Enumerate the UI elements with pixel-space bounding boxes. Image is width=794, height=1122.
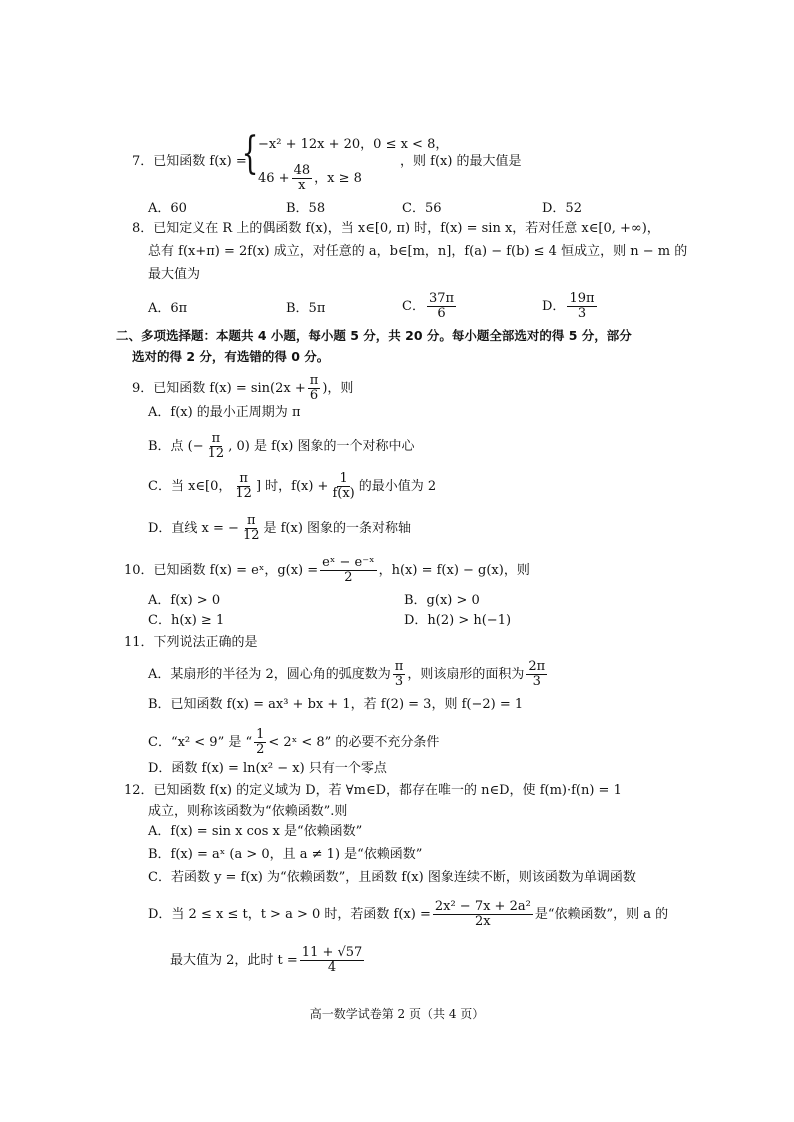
q7-number: 7．	[132, 154, 154, 169]
q7-option-d: D．52	[542, 201, 582, 216]
q11-option-c: C．“x² < 9” 是 “ $\frac{1}{2}$ < 2ˣ < 8” 的必要不充分条件	[148, 727, 440, 757]
q8-line-3: 最大值为	[148, 267, 201, 282]
q11-option-a: A．某扇形的半径为 2，圆心角的弧度数为 $\frac{\pi}{3}$ ，则该扇形的面积为 $\frac{2\pi}{3}$	[148, 659, 546, 689]
q7-fraction: $\frac{48}{x}$	[293, 163, 311, 193]
q7-option-b: B．58	[286, 201, 326, 216]
q9-option-c: C．当 x∈[0， $\frac{\pi}{12}$ ] 时，f(x) + $\frac{1}{f(x)}$ 的最小值为 2	[148, 471, 437, 501]
q11-option-d: D．函数 f(x) = ln(x² − x) 只有一个零点	[148, 761, 387, 776]
q10-fraction: $\frac{\text{eˣ − e⁻ˣ}}{2}$	[322, 555, 375, 585]
q11-option-b: B．已知函数 f(x) = ax³ + bx + 1，若 f(2) = 3，则 f(−2) = 1	[148, 697, 524, 712]
q8-line-1: 已知定义在 R 上的偶函数 f(x)，当 x∈[0, π) 时，f(x) = sin x，若对任意 x∈[0, +∞)，	[153, 221, 660, 236]
q8-option-c: C． $\frac{37\pi}{6}$	[402, 291, 455, 321]
q9-fraction: $\frac{\pi}{6}$	[309, 373, 319, 403]
q12-option-a: A．f(x) = sin x cos x 是“依赖函数”	[148, 824, 363, 839]
section-2-line-2: 选对的得 2 分，有选错的得 0 分。	[132, 349, 330, 364]
q8-option-b: B．5π	[286, 301, 326, 316]
q8-option-d: D． $\frac{19\pi}{3}$	[542, 291, 595, 321]
q9-option-a: A．f(x) 的最小正周期为 π	[148, 405, 301, 420]
exam-page: 7．已知函数 f(x) = { −x² + 12x + 20，0 ≤ x < 8， 46 + $\frac{48}{x}$ ，x ≥ 8 ，则 f(x) 的最大值是 A．60 B．58 C．56 D．52 8．已知定义在 R 上的偶函数 f(x)，当 x∈[0, π) 时，f(x) = sin x，若对任意 x∈[0, +∞)， 总有 f(x+π) = 2f(x) 成立，对任意的 a，b∈[m，n]，f(a) − f(b) ≤ 4 恒成立，则 n − m 的 最大值为 A．6π B．5π C． $\frac{37\pi}{6}$ D． $\frac{19\pi}{3}$ 二、多项选择题：本题共 4 小题，每小题 5 分，共 20 分。每小题全部选对的得 5 分，部分 选对的得 2 分，有选错的得 0 分。 9．已知函数 f(x) = sin(2x + $\frac{\pi}{6}$ )，则 A．f(x) 的最小正周期为 π B．点 (− $\frac{\pi}{12}$ , 0) 是 f(x) 图象的一个对称中心 C．当 x∈[0， $\frac{\pi}{12}$ ] 时，f(x) + $\frac{1}{f(x)}$ 的最小值为 2 D．直线 x = − $\frac{\pi}{12}$ 是 f(x) 图象的一条对称轴 10．已知函数 f(x) = eˣ，g(x) = $\frac{\text{eˣ − e⁻ˣ}}{2}$ ，h(x) = f(x) − g(x)，则 A．f(x) > 0 B．g(x) > 0 C．h(x) ≥ 1 D．h(2) > h(−1) 11．下列说法正确的是 A．某扇形的半径为 2，圆心角的弧度数为 $\frac{\pi}{3}$ ，则该扇形的面积为 $\frac{2\pi}{3}$ B．已知函数 f(x) = ax³ + bx + 1，若 f(2) = 3，则 f(−2) = 1 C．“x² < 9” 是 “ $\frac{1}{2}$ < 2ˣ < 8” 的必要不充分条件 D．函数 f(x) = ln(x² − x) 只有一个零点 12．已知函数 f(x) 的定义域为 D，若 ∀m∈D，都存在唯一的 n∈D，使 f(m)·f(n) = 1 成立，则称该函数为“依赖函数”.则 A．f(x) = sin x cos x 是“依赖函数” B．f(x) = aˣ (a > 0，且 a ≠ 1) 是“依赖函数” C．若函数 y = f(x) 为“依赖函数”，且函数 f(x) 图象连续不断，则该函数为单调函数 D．当 2 ≤ x ≤ t，t > a > 0 时，若函数 f(x) = $\frac{\text{2x² − 7x + 2a²}}{2x}$ 是“依赖函数”，则 a 的 最大值为 2，此时 t = $\frac{11 + √57}{4}$ 高一数学试卷第 2 页（共 4 页）	[0, 0, 794, 1122]
q9-option-b: B．点 (− $\frac{\pi}{12}$ , 0) 是 f(x) 图象的一个对称中心	[148, 431, 415, 461]
q10-number: 10．	[124, 563, 154, 578]
page-footer: 高一数学试卷第 2 页（共 4 页）	[309, 1007, 485, 1021]
section-2-line-1: 二、多项选择题：本题共 4 小题，每小题 5 分，共 20 分。每小题全部选对的得 5 分，部分	[116, 328, 632, 343]
q12-option-d-line-2: 最大值为 2，此时 t = $\frac{11 + √57}{4}$	[170, 945, 363, 975]
q9-number: 9．	[132, 381, 154, 396]
section-2-heading	[116, 325, 676, 367]
q12-option-d-line-1: D．当 2 ≤ x ≤ t，t > a > 0 时，若函数 f(x) = $\frac{\text{2x² − 7x + 2a²}}{2x}$ 是“依赖函数”，则 a 的	[148, 899, 669, 929]
q11-number: 11．	[124, 635, 154, 650]
q12-option-b: B．f(x) = aˣ (a > 0，且 a ≠ 1) 是“依赖函数”	[148, 847, 423, 862]
q10-option-a: A．f(x) > 0	[148, 593, 221, 608]
q7-case-2: 46 + $\frac{48}{x}$ ，x ≥ 8	[258, 163, 362, 193]
q8-number: 8．	[132, 221, 154, 236]
q12-option-c: C．若函数 y = f(x) 为“依赖函数”，且函数 f(x) 图象连续不断，则该函数为单调函数	[148, 870, 636, 885]
q7-stem: 已知函数 f(x) =	[153, 154, 247, 169]
q11-stem: 下列说法正确的是	[153, 635, 258, 650]
q12-line-2: 成立，则称该函数为“依赖函数”.则	[148, 804, 348, 819]
q10-option-c: C．h(x) ≥ 1	[148, 613, 225, 628]
q7-tail: ，则 f(x) 的最大值是	[400, 154, 522, 169]
q7-option-c: C．56	[402, 201, 442, 216]
q10-option-b: B．g(x) > 0	[404, 593, 480, 608]
q7-option-a: A．60	[148, 201, 187, 216]
q8-option-a: A．6π	[148, 301, 188, 316]
q8-line-2: 总有 f(x+π) = 2f(x) 成立，对任意的 a，b∈[m，n]，f(a) − f(b) ≤ 4 恒成立，则 n − m 的	[148, 244, 688, 259]
q9-option-d: D．直线 x = − $\frac{\pi}{12}$ 是 f(x) 图象的一条对称轴	[148, 513, 412, 543]
q7-brace: {	[241, 128, 259, 179]
q12-line-1: 已知函数 f(x) 的定义域为 D，若 ∀m∈D，都存在唯一的 n∈D，使 f(m)·f(n) = 1	[153, 783, 622, 798]
q7-case-1: −x² + 12x + 20，0 ≤ x < 8，	[258, 137, 449, 152]
q10-option-d: D．h(2) > h(−1)	[404, 613, 512, 628]
q12-number: 12．	[124, 783, 154, 798]
